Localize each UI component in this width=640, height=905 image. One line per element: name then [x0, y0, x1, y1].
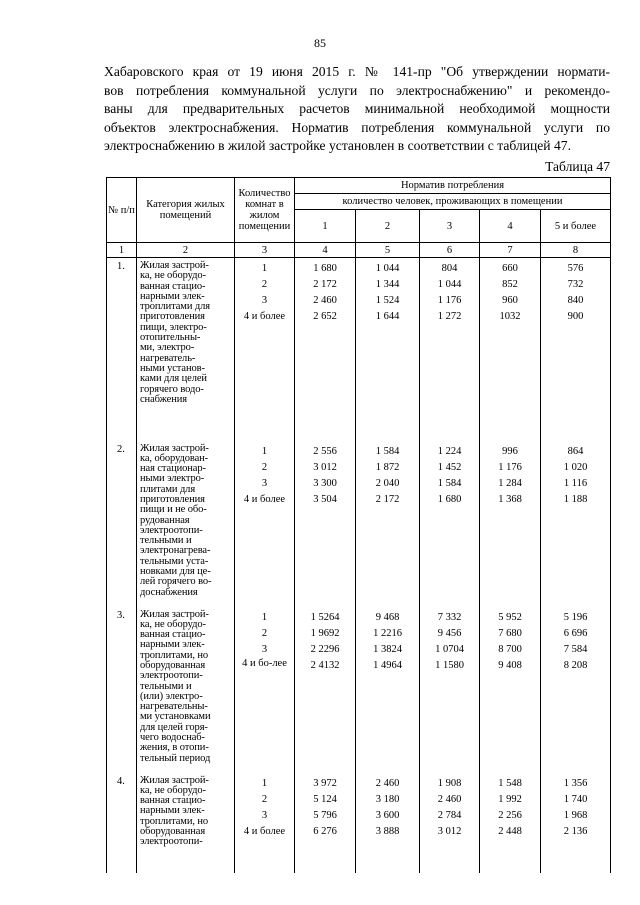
category-line: ка, не оборудо- [140, 618, 206, 630]
norm-value: 3 888 [375, 825, 400, 837]
category-line: ка, не оборудо- [140, 784, 206, 796]
category-line: ванная стацио- [140, 629, 206, 641]
norm-value: 1 908 [437, 777, 462, 789]
norm-value-cell [541, 607, 611, 773]
category-line: ными установ- [140, 362, 205, 374]
norm-value: 1 584 [437, 477, 462, 489]
norm-value: 1 872 [375, 461, 400, 473]
norm-value: 9 408 [498, 659, 522, 671]
row-category [137, 441, 235, 607]
norm-value: 2 040 [375, 477, 400, 489]
norm-value: 1 272 [437, 311, 462, 322]
header-persons-4: 4 [480, 210, 541, 243]
rooms-value: 4 и более [243, 493, 286, 505]
norm-value: 6 696 [563, 627, 588, 639]
norm-value: 1 044 [375, 263, 400, 274]
norm-value: 9 456 [437, 627, 462, 639]
norm-value: 2 556 [313, 445, 337, 457]
norm-value: 2 460 [375, 777, 400, 789]
rooms-value: 1 [261, 263, 268, 274]
norm-value: 1 188 [563, 493, 588, 505]
norm-value-cell [420, 441, 480, 607]
rooms-value: 3 [261, 643, 268, 655]
norm-value: 2 460 [437, 793, 462, 805]
row-number: 1. [107, 258, 137, 441]
norm-value: 2 652 [313, 311, 337, 322]
category-line: новками для це- [140, 566, 211, 578]
category-line: нарными элек- [140, 639, 205, 651]
norm-value: 1 1580 [435, 659, 464, 671]
category-line: нарными элек- [140, 805, 205, 817]
norm-value: 3 600 [375, 809, 400, 821]
norm-value: 1 2216 [373, 627, 402, 639]
category-line: тельными и [140, 535, 192, 547]
norm-value: 5 796 [313, 809, 337, 821]
norm-value: 1 356 [563, 777, 588, 789]
norm-value-cell [480, 441, 541, 607]
norm-value: 2 172 [313, 279, 337, 290]
norm-value: 7 584 [563, 643, 588, 655]
intro-paragraph [104, 63, 610, 156]
norm-value: 1 3824 [373, 643, 402, 655]
category-line: Жилая застрой- [140, 442, 209, 454]
column-number: 3 [235, 243, 295, 258]
header-persons: количество человек, проживающих в помещении [295, 194, 611, 210]
category-line: лей горячего во- [140, 576, 212, 588]
intro-line: Хабаровского края от 19 июня 2015 г. № 141-пр "Об утверждении нормати- [104, 64, 610, 79]
header-persons-3: 3 [420, 210, 480, 243]
category-line: тельный период [140, 752, 211, 764]
category-line: электроотопи- [140, 670, 203, 682]
norm-value: 5 952 [498, 611, 522, 623]
category-line: электронагрева- [140, 545, 211, 557]
column-number: 1 [107, 243, 137, 258]
category-line: ми, электро- [140, 342, 195, 354]
norm-value: 576 [567, 263, 584, 274]
header-rooms: Количество комнат в жилом помещении [235, 178, 295, 243]
norm-value: 2 256 [498, 809, 522, 821]
category-line: приготовления [140, 493, 205, 505]
category-line: жения, в отопи- [140, 742, 209, 754]
table-row [107, 258, 611, 441]
norm-value: 1 0704 [435, 643, 464, 655]
norm-value: 1 044 [437, 279, 462, 290]
norm-value-cell [480, 773, 541, 873]
norm-value: 8 208 [563, 659, 588, 671]
rooms-value: 3 [261, 809, 268, 821]
norm-value: 900 [567, 311, 584, 322]
category-line: троплитами, но [140, 815, 209, 827]
norm-value: 1 992 [498, 793, 522, 805]
row-rooms [235, 441, 295, 607]
norm-value: 804 [441, 263, 458, 274]
category-line: оборудованная [140, 825, 206, 837]
row-rooms [235, 607, 295, 773]
norm-value: 1 4964 [373, 659, 402, 671]
norm-value-cell [295, 258, 356, 441]
row-number: 2. [107, 441, 137, 607]
table-row [107, 773, 611, 873]
norm-value: 2 784 [437, 809, 462, 821]
norm-value: 6 276 [313, 825, 337, 837]
norm-value: 1 176 [498, 461, 522, 473]
category-line: тельными и [140, 680, 192, 692]
row-rooms [235, 773, 295, 873]
row-rooms [235, 258, 295, 441]
column-number: 5 [356, 243, 420, 258]
norm-value: 1 368 [498, 493, 522, 505]
table-row [107, 607, 611, 773]
rooms-value: 2 [261, 461, 268, 473]
norm-value-cell [420, 258, 480, 441]
category-line: горячего водо- [140, 383, 204, 395]
category-line: доснабжения [140, 586, 198, 598]
header-num: № п/п [107, 178, 137, 243]
rooms-value: 3 [261, 295, 268, 306]
norm-value: 3 012 [313, 461, 337, 473]
category-line: пищи и не обо- [140, 504, 207, 516]
norm-value: 1 116 [563, 477, 588, 489]
rooms-value: 1 [261, 445, 268, 457]
norm-value: 1 224 [437, 445, 462, 457]
norm-value: 3 504 [313, 493, 337, 505]
norm-value: 2 172 [375, 493, 400, 505]
norm-value: 1 680 [313, 263, 337, 274]
norm-value: 1 680 [437, 493, 462, 505]
norm-value-cell [480, 607, 541, 773]
category-line: ка, оборудован- [140, 452, 209, 464]
norm-value-cell [541, 258, 611, 441]
rooms-value: 2 [261, 793, 268, 805]
column-number: 4 [295, 243, 356, 258]
column-number: 7 [480, 243, 541, 258]
header-persons-1: 1 [295, 210, 356, 243]
norm-value: 2 2296 [310, 643, 340, 655]
norm-value: 864 [567, 445, 584, 457]
rooms-value: 2 [261, 627, 268, 639]
category-line: ванная стацио- [140, 795, 206, 807]
row-number: 4. [107, 773, 137, 873]
norm-value-cell [356, 441, 420, 607]
norm-value: 852 [502, 279, 518, 290]
norm-value-cell [420, 607, 480, 773]
header-persons-2: 2 [356, 210, 420, 243]
category-line: (или) электро- [140, 690, 203, 702]
row-category [137, 773, 235, 873]
category-line: нарными элек- [140, 290, 205, 302]
norm-value: 1 584 [375, 445, 400, 457]
norm-value-cell [356, 258, 420, 441]
category-line: ная стационар- [140, 463, 206, 475]
norm-value: 1032 [499, 311, 521, 322]
norm-value: 2 460 [313, 295, 337, 306]
category-line: тельными уста- [140, 555, 209, 567]
table-row [107, 441, 611, 607]
rooms-value: 1 [261, 611, 268, 623]
norm-value: 1 644 [375, 311, 400, 322]
norm-value: 3 972 [313, 777, 337, 789]
norm-value: 8 700 [498, 643, 522, 655]
category-line: Жилая застрой- [140, 260, 209, 271]
category-line: троплитами, но [140, 649, 209, 661]
category-line: ванная стацио- [140, 280, 206, 292]
intro-line: вов потребления коммунальной услуги по электроснабжению" и рекомендо- [104, 82, 610, 98]
category-line: чего водоснаб- [140, 732, 205, 744]
header-norm: Норматив потребления [295, 178, 611, 194]
norm-value: 960 [502, 295, 518, 306]
category-line: ками для целей [140, 373, 207, 385]
norm-value: 660 [502, 263, 518, 274]
norm-value: 2 136 [563, 825, 588, 837]
column-number: 8 [541, 243, 611, 258]
category-line: рудованная [140, 514, 190, 526]
category-line: пищи, электро- [140, 321, 207, 333]
norm-table [106, 177, 611, 873]
rooms-value: 4 и бо-лее [242, 657, 287, 669]
norm-value-cell [295, 773, 356, 873]
column-number: 6 [420, 243, 480, 258]
norm-value: 3 012 [437, 825, 462, 837]
header-persons-5: 5 и более [541, 210, 611, 243]
row-category [137, 258, 235, 441]
norm-value: 1 548 [498, 777, 522, 789]
norm-value: 3 300 [313, 477, 337, 489]
category-line: Жилая застрой- [140, 774, 209, 786]
norm-value: 7 680 [498, 627, 522, 639]
norm-value: 5 124 [313, 793, 337, 805]
rooms-value: 3 [261, 477, 268, 489]
category-line: ка, не оборудо- [140, 270, 206, 282]
norm-value: 1 284 [498, 477, 522, 489]
norm-value: 1 5264 [310, 611, 340, 623]
norm-value-cell [420, 773, 480, 873]
category-line: приготовления [140, 311, 205, 323]
norm-value-cell [295, 607, 356, 773]
norm-value-cell [480, 258, 541, 441]
norm-value: 2 4132 [310, 659, 340, 671]
intro-line: ваны для предварительных расчетов минимальной необходимой мощности [104, 101, 610, 116]
category-line: троплитами для [140, 301, 210, 313]
norm-value: 5 196 [563, 611, 588, 623]
norm-value-cell [356, 607, 420, 773]
table-caption: Таблица 47 [545, 159, 610, 174]
norm-value: 1 020 [563, 461, 588, 473]
category-line: плитами для [140, 483, 196, 495]
norm-value: 1 740 [563, 793, 588, 805]
category-line: электроотопи- [140, 524, 203, 536]
header-category: Категория жилых помещений [137, 178, 235, 243]
category-line: электроотопи- [140, 836, 203, 848]
norm-value: 840 [567, 295, 584, 306]
norm-value: 1 9692 [310, 627, 340, 639]
norm-value-cell [295, 441, 356, 607]
category-line: нагревательны- [140, 701, 208, 713]
norm-value-cell [541, 441, 611, 607]
norm-value: 1 344 [375, 279, 400, 290]
column-number: 2 [137, 243, 235, 258]
row-number: 3. [107, 607, 137, 773]
rooms-value: 4 и более [243, 825, 286, 837]
rooms-value: 4 и более [243, 311, 286, 322]
norm-value: 2 448 [498, 825, 522, 837]
rooms-value: 2 [261, 279, 268, 290]
category-line: отопительны- [140, 332, 201, 344]
norm-value: 7 332 [437, 611, 462, 623]
category-line: для целей горя- [140, 721, 208, 733]
norm-value: 9 468 [375, 611, 400, 623]
intro-line: объектов электроснабжения. Норматив потребления коммунальной услуги по [104, 119, 610, 135]
category-line: оборудованная [140, 659, 206, 671]
norm-value-cell [356, 773, 420, 873]
norm-value: 1 968 [563, 809, 588, 821]
intro-line: электроснабжению в жилой застройке установлен в соответствии с таблицей 47. [104, 138, 571, 153]
row-category [137, 607, 235, 773]
category-line: снабжения [140, 393, 187, 405]
rooms-value: 1 [261, 777, 268, 789]
category-line: ми установками [140, 711, 211, 723]
category-line: ными электро- [140, 473, 205, 485]
page-number: 85 [314, 36, 326, 50]
norm-value: 1 176 [437, 295, 462, 306]
norm-value: 1 452 [437, 461, 462, 473]
norm-value: 732 [567, 279, 584, 290]
category-line: Жилая застрой- [140, 608, 209, 620]
norm-value-cell [541, 773, 611, 873]
norm-value: 3 180 [375, 793, 400, 805]
norm-value: 1 524 [375, 295, 400, 306]
norm-value: 996 [502, 445, 518, 457]
category-line: нагреватель- [140, 352, 196, 364]
